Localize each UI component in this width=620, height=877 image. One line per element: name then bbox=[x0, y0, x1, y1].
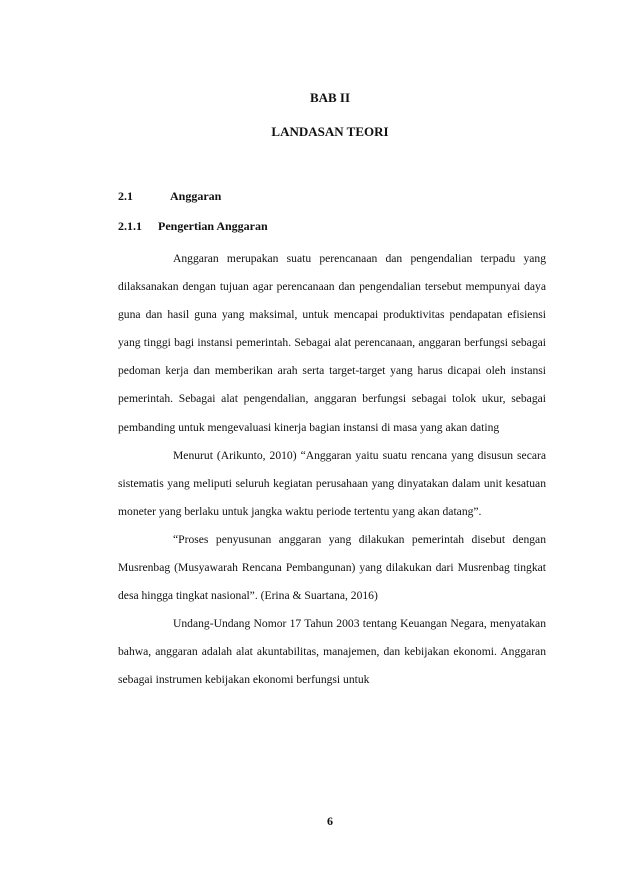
section-number: 2.1.1 bbox=[118, 219, 142, 233]
section-title: Anggaran bbox=[170, 189, 222, 203]
chapter-label: BAB II bbox=[309, 90, 351, 105]
body-text bbox=[118, 245, 546, 695]
section-title: Pengertian Anggaran bbox=[158, 219, 268, 233]
section-heading-2-1-1 bbox=[118, 219, 268, 234]
paragraph: Anggaran merupakan suatu perencanaan dan pengendalian terpadu yang dilaksanakan dengan tujuan agar perencanaan dan pengendalian tersebut mempunyai daya guna dan hasil guna yang maksimal, untuk mencapai produktivitas pendapatan efisiensi yang tinggi bagi instansi pemerintah. Sebagai alat perencanaan, anggaran berfungsi sebagai pedoman kerja dan memberikan arah serta target-target yang harus dicapai oleh instansi pemerintah. Sebagai alat pengendalian, anggaran berfungsi sebagai tolok ukur, sebagai pembanding untuk mengevaluasi kinerja bagian instansi di masa yang akan dating bbox=[118, 252, 546, 434]
chapter-title: LANDASAN TEORI bbox=[271, 124, 389, 139]
page-number: 6 bbox=[327, 814, 333, 828]
paragraph: Menurut (Arikunto, 2010) “Anggaran yaitu suatu rencana yang disusun secara sistematis yang meliputi seluruh kegiatan perusahaan yang dinyatakan dalam unit kesatuan moneter yang berlaku untuk jangka waktu periode tertentu yang akan datang”. bbox=[118, 448, 546, 518]
paragraph: Undang-Undang Nomor 17 Tahun 2003 tentang Keuangan Negara, menyatakan bahwa, anggaran adalah alat akuntabilitas, manajemen, dan kebijakan ekonomi. Anggaran sebagai instrumen kebijakan ekonomi berfungsi untuk bbox=[118, 617, 546, 687]
section-number: 2.1 bbox=[118, 189, 133, 203]
paragraph: “Proses penyusunan anggaran yang dilakukan pemerintah disebut dengan Musrenbag (Musyawarah Rencana Pembangunan) yang dilakukan dari Musrenbag tingkat desa hingga tingkat nasional”. (Erina & Suartana, 2016) bbox=[118, 532, 546, 603]
section-heading-2-1 bbox=[118, 189, 221, 204]
